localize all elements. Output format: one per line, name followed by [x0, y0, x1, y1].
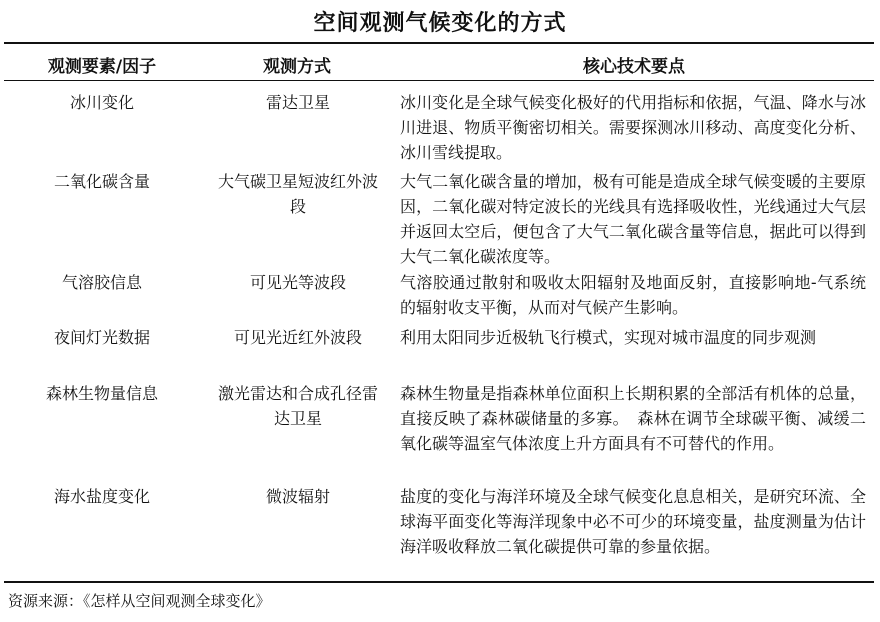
row-factor: 海水盐度变化 — [53, 487, 150, 506]
row-points: 冰川变化是全球气候变化极好的代用指标和依据，气温、降水与冰川进退、物质平衡密切相关。需要探测冰川移动、高度变化分析、冰川雪线提取。 — [400, 93, 866, 162]
row-factor: 冰川变化 — [69, 93, 134, 112]
row-factor: 气溶胶信息 — [61, 273, 142, 292]
row-points: 利用太阳同步近极轨飞行模式，实现对城市温度的同步观测 — [400, 328, 817, 347]
table-top-rule — [4, 42, 874, 44]
table-bottom-rule — [4, 581, 874, 583]
row-method: 可见光近红外波段 — [233, 328, 362, 347]
table-header-rule — [4, 80, 874, 81]
header-method: 观测方式 — [263, 57, 331, 77]
row-points: 盐度的变化与海洋环境及全球气候变化息息相关，是研究环流、全球海平面变化等海洋现象中必不可少的环境变量，盐度测量为估计海洋吸收释放二氧化碳提供可靠的参量依据。 — [400, 487, 866, 556]
header-factor: 观测要素/因子 — [47, 57, 157, 77]
source-note: 资源来源：《怎样从空间观测全球变化》 — [8, 592, 271, 610]
row-factor: 夜间灯光数据 — [53, 328, 150, 347]
row-method: 雷达卫星 — [265, 93, 330, 112]
row-method: 微波辐射 — [265, 487, 330, 506]
row-factor: 森林生物量信息 — [45, 384, 158, 403]
row-method: 大气碳卫星短波红外波段 — [217, 172, 378, 216]
header-points: 核心技术要点 — [583, 57, 685, 77]
row-method: 激光雷达和合成孔径雷达卫星 — [217, 384, 378, 428]
row-method: 可见光等波段 — [249, 273, 346, 292]
row-points: 森林生物量是指森林单位面积上长期积累的全部活有机体的总量，直接反映了森林碳储量的多寡。 森林在调节全球碳平衡、减缓二氧化碳等温室气体浓度上升方面具有不可替代的作用。 — [400, 384, 866, 453]
table-title: 空间观测气候变化的方式 — [313, 11, 567, 36]
row-factor: 二氧化碳含量 — [53, 172, 150, 191]
row-points: 大气二氧化碳含量的增加，极有可能是造成全球气候变暖的主要原因，二氧化碳对特定波长的光线具有选择吸收性，光线通过大气层并返回太空后，便包含了大气二氧化碳含量等信息，据此可以得到大气二氧化碳浓度等。 — [400, 172, 866, 266]
row-points: 气溶胶通过散射和吸收太阳辐射及地面反射，直接影响地-气系统的辐射收支平衡，从而对气候产生影响。 — [400, 273, 866, 317]
